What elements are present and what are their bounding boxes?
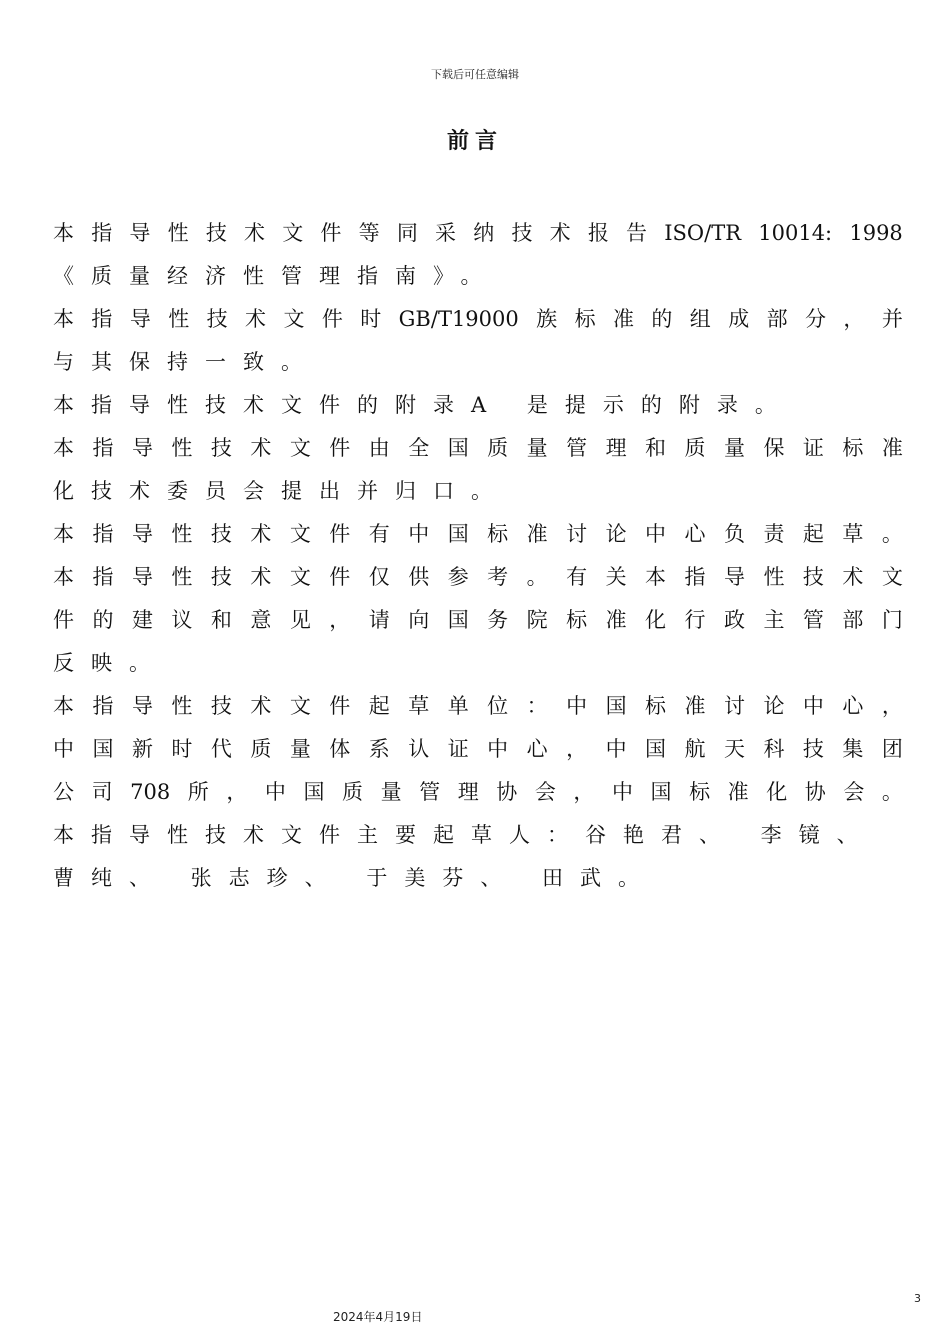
glyph: 指 bbox=[92, 522, 114, 546]
glyph: 术 bbox=[549, 221, 571, 245]
page-number: 3 bbox=[914, 1292, 921, 1305]
glyph: 等 bbox=[358, 221, 380, 245]
glyph: 术 bbox=[250, 436, 272, 460]
glyph: 科 bbox=[763, 737, 785, 761]
glyph: 报 bbox=[587, 221, 609, 245]
glyph: 讨 bbox=[566, 522, 588, 546]
glyph: 本 bbox=[53, 221, 74, 245]
glyph: 导 bbox=[723, 565, 745, 589]
glyph: 并 bbox=[881, 307, 903, 331]
glyph: ， bbox=[573, 780, 595, 804]
glyph: 化 bbox=[645, 608, 667, 632]
glyph: 责 bbox=[763, 522, 785, 546]
body-line-16: 曹纯、 张志珍、 于美芬、 田武。 bbox=[53, 866, 657, 890]
glyph: 考 bbox=[487, 565, 509, 589]
glyph: 准 bbox=[684, 694, 706, 718]
glyph: 国 bbox=[605, 694, 627, 718]
glyph: 管 bbox=[566, 436, 588, 460]
glyph: 由 bbox=[368, 436, 390, 460]
glyph: 质 bbox=[487, 436, 509, 460]
glyph: 成 bbox=[728, 307, 750, 331]
glyph: 位 bbox=[487, 694, 509, 718]
glyph: ， bbox=[226, 780, 248, 804]
glyph: 草 bbox=[842, 522, 864, 546]
glyph: 指 bbox=[92, 436, 114, 460]
glyph: 文 bbox=[289, 694, 311, 718]
glyph: 件 bbox=[329, 565, 351, 589]
glyph: ， bbox=[566, 737, 588, 761]
glyph: 协 bbox=[496, 780, 518, 804]
glyph: ， bbox=[329, 608, 351, 632]
glyph: 文 bbox=[282, 221, 304, 245]
glyph: 质 bbox=[342, 780, 364, 804]
glyph: 体 bbox=[329, 737, 351, 761]
glyph: 术 bbox=[250, 565, 272, 589]
glyph: 门 bbox=[881, 608, 903, 632]
glyph: 院 bbox=[526, 608, 548, 632]
glyph: 的 bbox=[92, 608, 114, 632]
body-line-9 bbox=[53, 556, 903, 599]
body-line-1 bbox=[53, 212, 903, 255]
glyph: 国 bbox=[303, 780, 325, 804]
glyph: 会 bbox=[843, 780, 865, 804]
body-line-2: 《质量经济性管理指南》。 bbox=[53, 264, 499, 288]
glyph: 国 bbox=[447, 522, 469, 546]
glyph: 标 bbox=[487, 522, 509, 546]
glyph: 中 bbox=[264, 780, 286, 804]
glyph: 仅 bbox=[368, 565, 390, 589]
glyph: ， bbox=[843, 307, 865, 331]
glyph: 技 bbox=[210, 565, 232, 589]
glyph: 性 bbox=[171, 565, 193, 589]
glyph: 准 bbox=[881, 436, 903, 460]
glyph: 量 bbox=[380, 780, 402, 804]
glyph: 10014: bbox=[758, 221, 833, 245]
glyph: 时 bbox=[171, 737, 193, 761]
glyph: 草 bbox=[408, 694, 430, 718]
glyph: 本 bbox=[53, 307, 74, 331]
glyph: 技 bbox=[210, 436, 232, 460]
glyph: 件 bbox=[329, 694, 351, 718]
glyph: 本 bbox=[53, 522, 74, 546]
glyph: 公 bbox=[53, 780, 74, 804]
glyph: 指 bbox=[684, 565, 706, 589]
glyph: 心 bbox=[684, 522, 706, 546]
glyph: 文 bbox=[289, 565, 311, 589]
glyph: 国 bbox=[447, 436, 469, 460]
glyph: 。 bbox=[881, 522, 903, 546]
glyph: 议 bbox=[171, 608, 193, 632]
glyph: 性 bbox=[171, 694, 193, 718]
body-line-7: 化技术委员会提出并归口。 bbox=[53, 479, 509, 503]
body-line-10 bbox=[53, 599, 903, 642]
glyph: 件 bbox=[320, 221, 342, 245]
glyph: 时 bbox=[360, 307, 382, 331]
glyph: 团 bbox=[881, 737, 903, 761]
glyph: 负 bbox=[723, 522, 745, 546]
glyph: 性 bbox=[167, 221, 189, 245]
glyph: 技 bbox=[802, 737, 824, 761]
glyph: 质 bbox=[250, 737, 272, 761]
glyph: 文 bbox=[289, 522, 311, 546]
glyph: 指 bbox=[92, 694, 114, 718]
glyph: 指 bbox=[91, 307, 113, 331]
glyph: 论 bbox=[763, 694, 785, 718]
glyph: 术 bbox=[250, 522, 272, 546]
glyph: 性 bbox=[168, 307, 190, 331]
body-line-13 bbox=[53, 728, 903, 771]
body-line-11: 反映。 bbox=[53, 651, 167, 675]
glyph: 中 bbox=[487, 737, 509, 761]
glyph: 理 bbox=[457, 780, 479, 804]
glyph: 标 bbox=[645, 694, 667, 718]
glyph: 纳 bbox=[473, 221, 495, 245]
glyph: 管 bbox=[419, 780, 441, 804]
glyph: 主 bbox=[763, 608, 785, 632]
glyph: 导 bbox=[131, 522, 153, 546]
glyph: 行 bbox=[684, 608, 706, 632]
body-line-5: 本指导性技术文件的附录A 是提示的附录。 bbox=[53, 393, 793, 417]
body-line-15: 本指导性技术文件主要起草人：谷艳君、 李镜、 bbox=[53, 823, 875, 847]
glyph: 技 bbox=[205, 221, 227, 245]
body-line-3 bbox=[53, 298, 903, 341]
glyph: 供 bbox=[408, 565, 430, 589]
glyph: 准 bbox=[526, 522, 548, 546]
glyph: 标 bbox=[574, 307, 596, 331]
body-line-6 bbox=[53, 427, 903, 470]
glyph: 天 bbox=[723, 737, 745, 761]
glyph: 导 bbox=[131, 694, 153, 718]
glyph: 性 bbox=[171, 436, 193, 460]
body-line-14 bbox=[53, 771, 903, 814]
glyph: 代 bbox=[210, 737, 232, 761]
glyph: 。 bbox=[526, 565, 548, 589]
glyph: 导 bbox=[131, 436, 153, 460]
glyph: 的 bbox=[651, 307, 673, 331]
glyph: 文 bbox=[289, 436, 311, 460]
glyph: 准 bbox=[605, 608, 627, 632]
glyph: 请 bbox=[368, 608, 390, 632]
glyph: 所 bbox=[187, 780, 209, 804]
body-line-12 bbox=[53, 685, 903, 728]
glyph: 708 bbox=[130, 780, 171, 804]
glyph: 标 bbox=[566, 608, 588, 632]
glyph: 会 bbox=[534, 780, 556, 804]
footer-date: 2024年4月19日 bbox=[333, 1310, 423, 1324]
glyph: 证 bbox=[447, 737, 469, 761]
glyph: 有 bbox=[566, 565, 588, 589]
glyph: 中 bbox=[566, 694, 588, 718]
glyph: 本 bbox=[53, 694, 74, 718]
glyph: 标 bbox=[689, 780, 711, 804]
document-body bbox=[53, 212, 903, 900]
glyph: 关 bbox=[605, 565, 627, 589]
glyph: 国 bbox=[92, 737, 114, 761]
glyph: 国 bbox=[645, 737, 667, 761]
body-line-4: 与其保持一致。 bbox=[53, 350, 319, 374]
glyph: 心 bbox=[842, 694, 864, 718]
glyph: 1998 bbox=[849, 221, 903, 245]
glyph: 起 bbox=[368, 694, 390, 718]
glyph: 技 bbox=[511, 221, 533, 245]
glyph: 集 bbox=[842, 737, 864, 761]
glyph: 全 bbox=[408, 436, 430, 460]
glyph: 分 bbox=[805, 307, 826, 331]
glyph: 本 bbox=[645, 565, 667, 589]
glyph: 本 bbox=[53, 565, 74, 589]
glyph: 准 bbox=[612, 307, 634, 331]
glyph: 中 bbox=[408, 522, 430, 546]
glyph: 和 bbox=[645, 436, 667, 460]
glyph: 证 bbox=[802, 436, 824, 460]
glyph: 新 bbox=[131, 737, 153, 761]
glyph: 文 bbox=[881, 565, 903, 589]
glyph: 术 bbox=[842, 565, 864, 589]
glyph: 中 bbox=[611, 780, 633, 804]
glyph: 组 bbox=[689, 307, 711, 331]
glyph: 心 bbox=[526, 737, 548, 761]
header-note: 下载后可任意编辑 bbox=[431, 68, 519, 81]
glyph: 性 bbox=[171, 522, 193, 546]
glyph: 件 bbox=[321, 307, 343, 331]
glyph: 见 bbox=[289, 608, 311, 632]
glyph: 量 bbox=[723, 436, 745, 460]
glyph: 文 bbox=[283, 307, 305, 331]
glyph: 导 bbox=[129, 221, 151, 245]
glyph: 司 bbox=[91, 780, 113, 804]
glyph: 质 bbox=[684, 436, 706, 460]
glyph: 部 bbox=[842, 608, 864, 632]
glyph: 认 bbox=[408, 737, 430, 761]
glyph: 技 bbox=[210, 522, 232, 546]
glyph: 指 bbox=[92, 565, 114, 589]
glyph: 论 bbox=[605, 522, 627, 546]
glyph: 本 bbox=[53, 436, 74, 460]
glyph: 起 bbox=[802, 522, 824, 546]
glyph: 政 bbox=[723, 608, 745, 632]
glyph: 向 bbox=[408, 608, 430, 632]
glyph: 技 bbox=[210, 694, 232, 718]
glyph: 性 bbox=[763, 565, 785, 589]
glyph: 件 bbox=[53, 608, 74, 632]
glyph: 国 bbox=[650, 780, 672, 804]
glyph: 中 bbox=[53, 737, 74, 761]
glyph: 中 bbox=[802, 694, 824, 718]
glyph: 术 bbox=[245, 307, 267, 331]
glyph: 技 bbox=[206, 307, 228, 331]
glyph: 协 bbox=[804, 780, 826, 804]
glyph: 部 bbox=[766, 307, 788, 331]
glyph: 讨 bbox=[723, 694, 745, 718]
glyph: 参 bbox=[447, 565, 469, 589]
glyph: 中 bbox=[605, 737, 627, 761]
glyph: ： bbox=[526, 694, 548, 718]
glyph: 告 bbox=[626, 221, 648, 245]
glyph: 采 bbox=[435, 221, 457, 245]
glyph: ， bbox=[881, 694, 903, 718]
glyph: 术 bbox=[250, 694, 272, 718]
glyph: 国 bbox=[447, 608, 469, 632]
glyph: 化 bbox=[766, 780, 788, 804]
glyph: 导 bbox=[129, 307, 151, 331]
glyph: 指 bbox=[91, 221, 113, 245]
glyph: 导 bbox=[131, 565, 153, 589]
glyph: 件 bbox=[329, 436, 351, 460]
glyph: 量 bbox=[289, 737, 311, 761]
glyph: 理 bbox=[605, 436, 627, 460]
glyph: 术 bbox=[244, 221, 266, 245]
glyph: 系 bbox=[368, 737, 390, 761]
glyph: 务 bbox=[487, 608, 509, 632]
glyph: 族 bbox=[536, 307, 558, 331]
glyph: 有 bbox=[368, 522, 390, 546]
glyph: 建 bbox=[131, 608, 153, 632]
glyph: GB/T19000 bbox=[398, 307, 519, 331]
glyph: 技 bbox=[802, 565, 824, 589]
glyph: 航 bbox=[684, 737, 706, 761]
glyph: 和 bbox=[210, 608, 232, 632]
body-line-8 bbox=[53, 513, 903, 556]
glyph: 意 bbox=[250, 608, 272, 632]
glyph: 保 bbox=[763, 436, 785, 460]
glyph: 件 bbox=[329, 522, 351, 546]
glyph: 单 bbox=[447, 694, 469, 718]
glyph: 标 bbox=[842, 436, 864, 460]
glyph: 同 bbox=[396, 221, 418, 245]
glyph: 中 bbox=[645, 522, 667, 546]
page-title: 前言 bbox=[446, 129, 503, 154]
glyph: 量 bbox=[526, 436, 548, 460]
glyph: 准 bbox=[727, 780, 749, 804]
glyph: ISO/TR bbox=[664, 221, 742, 245]
glyph: 。 bbox=[881, 780, 903, 804]
glyph: 管 bbox=[802, 608, 824, 632]
